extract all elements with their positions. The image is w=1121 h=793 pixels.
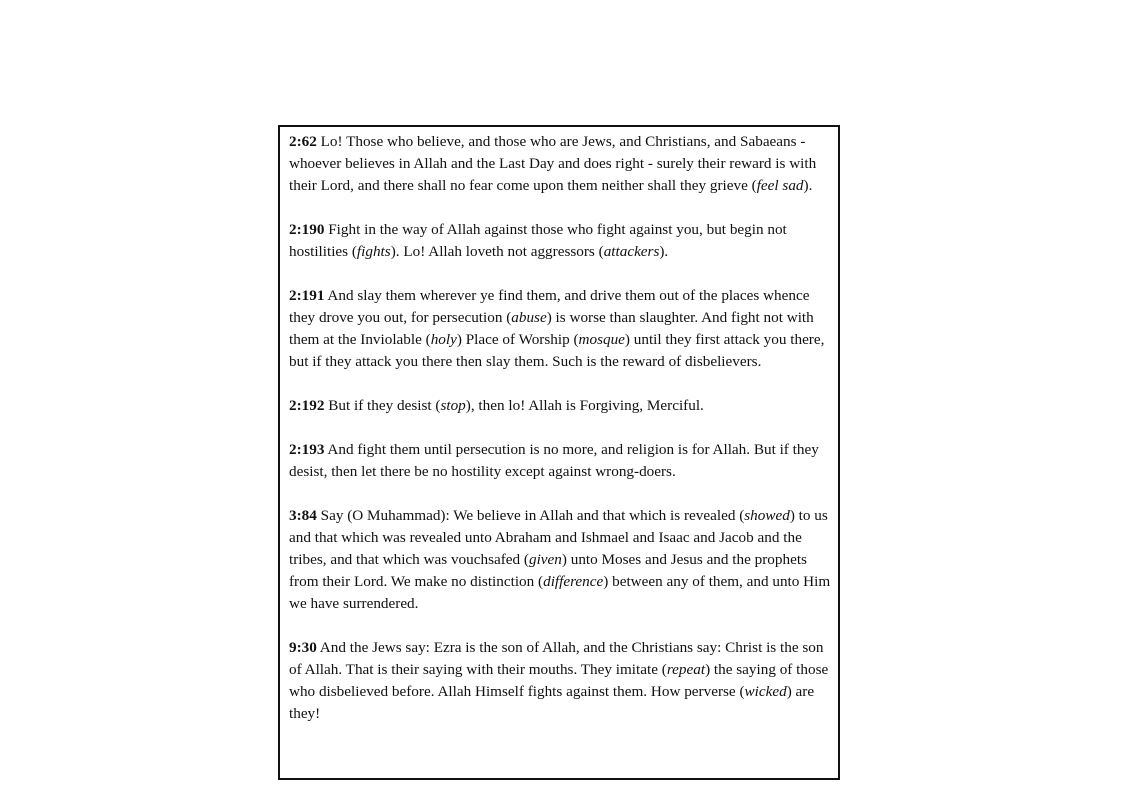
verse-gloss: fights [356,243,391,260]
verse-reference: 3:84 [289,507,317,524]
verse-paragraph [289,439,837,483]
verse-reference: 2:62 [289,133,317,150]
verse-text: Fight in the way of Allah against those who fight against you, but begin not hostilities ( [289,221,787,260]
verse-gloss: mosque [578,331,625,348]
verse-text: But if they desist ( [324,397,441,414]
verse-gloss: abuse [511,309,547,326]
verse-gloss: repeat [666,661,706,678]
verse-paragraph [289,285,837,373]
verse-gloss: feel sad [756,177,804,194]
verse-text: Lo! Those who believe, and those who are Jews, and Christians, and Sabaeans - whoever believes in Allah and the Last Day and does right - surely their reward is with their Lord, and there shall no fear come upon them neither shall they grieve ( [289,133,817,194]
verse-text: ) between any of them, and unto Him we have surrendered. [289,573,831,612]
verse-gloss: holy [430,331,457,348]
verse-reference: 2:192 [289,397,325,414]
verse-text: ). Lo! Allah loveth not aggressors ( [390,243,604,260]
verse-reference: 2:193 [289,441,325,458]
verse-box [278,125,840,780]
verse-paragraph [289,637,837,725]
verse-text: ) are they! [289,683,815,722]
verse-text: ) the saying of those who disbelieved before. Allah Himself fights against them. How perverse ( [289,661,829,700]
verse-text: ) is worse than slaughter. And fight not with them at the Inviolable ( [289,309,814,348]
verse-paragraph [289,505,837,615]
verse-gloss: given [528,551,562,568]
verse-gloss: stop [440,397,466,414]
verse-gloss: wicked [744,683,787,700]
verse-gloss: showed [744,507,790,524]
verse-paragraph [289,131,837,197]
verse-list [289,131,837,725]
verse-text: ). [659,243,669,260]
verse-text: ) until they first attack you there, but if they attack you there then slay them. Such is the reward of disbelievers. [289,331,825,370]
verse-reference: 9:30 [289,639,317,656]
verse-gloss: attackers [603,243,660,260]
verse-text: Say (O Muhammad): We believe in Allah and that which is revealed ( [316,507,745,524]
verse-reference: 2:190 [289,221,325,238]
verse-text: And slay them wherever ye find them, and drive them out of the places whence they drove you out, for persecution ( [289,287,810,326]
verse-text: And fight them until persecution is no more, and religion is for Allah. But if they desist, then let there be no hostility except against wrong-doers. [289,441,819,480]
verse-text: ) unto Moses and Jesus and the prophets from their Lord. We make no distinction ( [289,551,807,590]
verse-text: ) Place of Worship ( [456,331,579,348]
verse-paragraph [289,395,837,417]
verse-text: ), then lo! Allah is Forgiving, Merciful. [465,397,704,414]
verse-text: ). [803,177,813,194]
verse-text: And the Jews say: Ezra is the son of Allah, and the Christians say: Christ is the son of Allah. That is their saying with their mouths. They imitate ( [289,639,824,678]
verse-gloss: difference [543,573,604,590]
verse-text: ) to us and that which was revealed unto Abraham and Ishmael and Isaac and Jacob and the tribes, and that which was vouchsafed ( [289,507,828,568]
verse-reference: 2:191 [289,287,325,304]
verse-paragraph [289,219,837,263]
